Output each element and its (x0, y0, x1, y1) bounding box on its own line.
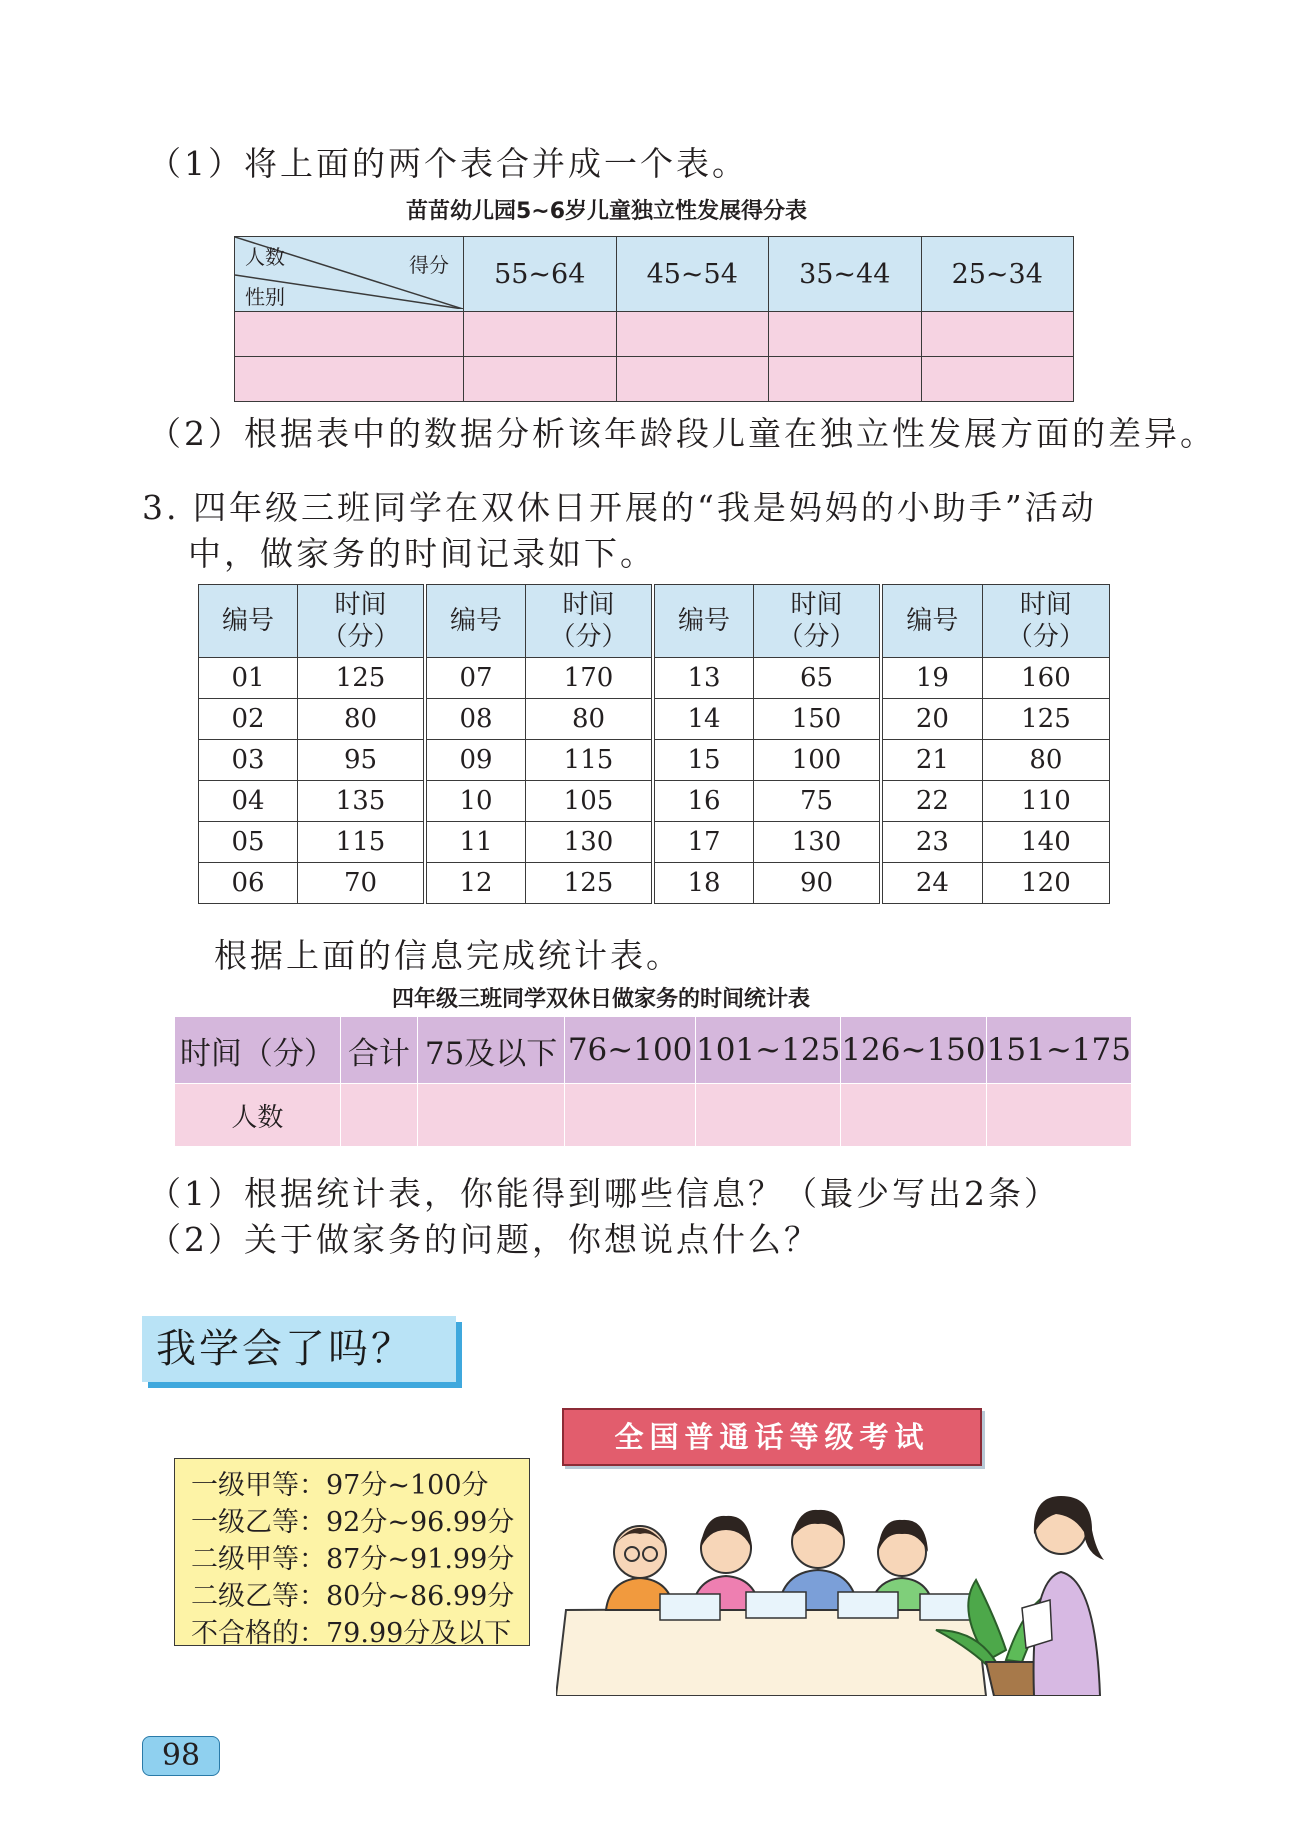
table-cell (340, 1084, 417, 1147)
exam-illustration (556, 1490, 1116, 1696)
table-row (235, 312, 1074, 357)
column-header: 55~64 (464, 237, 617, 312)
name-card (746, 1592, 806, 1618)
table-row (199, 781, 424, 822)
list-item: 二级甲等：87分~91.99分 (191, 1544, 515, 1575)
column-header: 101~125 (695, 1017, 840, 1084)
column-header: 75及以下 (417, 1017, 564, 1084)
table-row (883, 822, 1110, 863)
column-header-time (526, 585, 652, 658)
table-cell (921, 312, 1074, 357)
id-cell: 17 (655, 822, 754, 863)
section-heading: 我学会了吗？ (142, 1316, 456, 1382)
list-item: 不合格的：79.99分及以下 (191, 1618, 512, 1649)
column-header-id: 编号 (655, 585, 754, 658)
id-cell: 08 (427, 699, 526, 740)
table-row (655, 781, 880, 822)
time-cell: 130 (526, 822, 652, 863)
table-cell (769, 357, 922, 402)
time-cell: 95 (298, 740, 424, 781)
id-cell: 01 (199, 658, 298, 699)
column-header: 时间（分） (175, 1017, 341, 1084)
id-cell: 11 (427, 822, 526, 863)
table-row (655, 822, 880, 863)
column-header-time (754, 585, 880, 658)
id-cell: 21 (883, 740, 983, 781)
time-cell: 120 (982, 863, 1109, 904)
name-card (660, 1594, 720, 1620)
table3-title: 四年级三班同学双休日做家务的时间统计表 (392, 987, 811, 1012)
table-cell (921, 357, 1074, 402)
header-time-line1: 时间 (562, 590, 615, 620)
time-cell: 135 (298, 781, 424, 822)
exam-banner: 全国普通话等级考试 (562, 1408, 982, 1466)
id-cell: 18 (655, 863, 754, 904)
id-cell: 04 (199, 781, 298, 822)
table-row (883, 740, 1110, 781)
header-time-line1: 时间 (1019, 590, 1072, 620)
table-row (655, 740, 880, 781)
score-table (234, 236, 1074, 402)
time-cell: 125 (526, 863, 652, 904)
id-cell: 07 (427, 658, 526, 699)
table-row (427, 658, 652, 699)
table-cell (565, 1084, 696, 1147)
table-cell (464, 312, 617, 357)
id-cell: 16 (655, 781, 754, 822)
row-label: 人数 (175, 1084, 341, 1147)
time-cell: 125 (298, 658, 424, 699)
header-time-line2: （分） (777, 622, 856, 652)
table-row (235, 357, 1074, 402)
table-shape (556, 1608, 986, 1696)
id-cell: 02 (199, 699, 298, 740)
column-header: 25~34 (921, 237, 1074, 312)
time-cell: 80 (298, 699, 424, 740)
diag-label-gender: 性别 (245, 285, 285, 309)
time-cell: 150 (754, 699, 880, 740)
table-row (175, 1084, 1132, 1147)
id-cell: 24 (883, 863, 983, 904)
table-row (883, 863, 1110, 904)
id-cell: 09 (427, 740, 526, 781)
id-cell: 14 (655, 699, 754, 740)
time-cell: 160 (982, 658, 1109, 699)
id-cell: 10 (427, 781, 526, 822)
question-1-1: （1）将上面的两个表合并成一个表。 (148, 144, 748, 183)
table-row (655, 863, 880, 904)
id-cell: 15 (655, 740, 754, 781)
time-cell: 80 (982, 740, 1109, 781)
column-header: 76~100 (565, 1017, 696, 1084)
column-header-id: 编号 (199, 585, 298, 658)
table1-title: 苗苗幼儿园5~6岁儿童独立性发展得分表 (406, 199, 808, 224)
instruction: 根据上面的信息完成统计表。 (214, 936, 682, 975)
table-row (427, 822, 652, 863)
table-row (655, 699, 880, 740)
column-header-id: 编号 (883, 585, 983, 658)
time-cell: 110 (982, 781, 1109, 822)
id-cell: 06 (199, 863, 298, 904)
id-cell: 23 (883, 822, 983, 863)
table-cell (769, 312, 922, 357)
header-time-line2: （分） (549, 622, 628, 652)
id-cell: 20 (883, 699, 983, 740)
table-cell (235, 312, 464, 357)
list-item: 一级乙等：92分~96.99分 (191, 1507, 515, 1538)
question-3-2: （2）关于做家务的问题，你想说点什么？ (148, 1220, 820, 1259)
table-row (427, 740, 652, 781)
column-header-time (298, 585, 424, 658)
time-cell: 115 (298, 822, 424, 863)
time-cell: 170 (526, 658, 652, 699)
header-time-line2: （分） (1006, 622, 1085, 652)
table-cell (695, 1084, 840, 1147)
diag-label-count: 人数 (245, 245, 285, 269)
table-row (427, 699, 652, 740)
column-header: 151~175 (986, 1017, 1131, 1084)
time-cell: 130 (754, 822, 880, 863)
time-cell: 70 (298, 863, 424, 904)
question-1-2: （2）根据表中的数据分析该年龄段儿童在独立性发展方面的差异。 (148, 414, 1216, 453)
time-cell: 100 (754, 740, 880, 781)
column-header: 126~150 (841, 1017, 986, 1084)
column-header-id: 编号 (427, 585, 526, 658)
examiner (1022, 1496, 1104, 1696)
id-cell: 22 (883, 781, 983, 822)
table-cell (417, 1084, 564, 1147)
list-item: 一级甲等：97分~100分 (191, 1470, 489, 1501)
id-cell: 03 (199, 740, 298, 781)
time-cell: 115 (526, 740, 652, 781)
column-header-time (982, 585, 1109, 658)
table-row (199, 740, 424, 781)
table-row (199, 822, 424, 863)
time-cell: 105 (526, 781, 652, 822)
header-time-line1: 时间 (790, 590, 843, 620)
time-cell: 90 (754, 863, 880, 904)
question-3-1: （1）根据统计表，你能得到哪些信息？（最少写出2条） (148, 1174, 1060, 1213)
column-header: 45~54 (616, 237, 769, 312)
column-header: 合计 (340, 1017, 417, 1084)
time-cell: 140 (982, 822, 1109, 863)
problem-3-line2: 中，做家务的时间记录如下。 (188, 534, 656, 573)
table-cell (235, 357, 464, 402)
problem-3-line1: 3. 四年级三班同学在双休日开展的“我是妈妈的小助手”活动 (142, 488, 1097, 527)
table-row (427, 781, 652, 822)
table-row (883, 699, 1110, 740)
table-cell (616, 357, 769, 402)
diag-label-score: 得分 (409, 253, 449, 277)
table-cell (464, 357, 617, 402)
table-cell (841, 1084, 986, 1147)
table-row (199, 863, 424, 904)
column-header: 35~44 (769, 237, 922, 312)
table-row (427, 863, 652, 904)
table-block (654, 584, 880, 904)
page-number: 98 (142, 1736, 220, 1776)
table-row (883, 658, 1110, 699)
id-cell: 05 (199, 822, 298, 863)
table-cell (616, 312, 769, 357)
time-cell: 75 (754, 781, 880, 822)
table-cell (986, 1084, 1131, 1147)
table-block (882, 584, 1110, 904)
table-row (655, 658, 880, 699)
table-block (198, 584, 424, 904)
time-cell: 65 (754, 658, 880, 699)
table-row (199, 699, 424, 740)
diagonal-header-cell (235, 237, 464, 312)
stats-table (174, 1016, 1132, 1147)
id-cell: 19 (883, 658, 983, 699)
table-row (199, 658, 424, 699)
time-cell: 80 (526, 699, 652, 740)
time-cell: 125 (982, 699, 1109, 740)
id-cell: 12 (427, 863, 526, 904)
id-cell: 13 (655, 658, 754, 699)
list-item: 二级乙等：80分~86.99分 (191, 1581, 515, 1612)
table-row (883, 781, 1110, 822)
chores-time-table (198, 584, 1110, 912)
header-time-line1: 时间 (334, 590, 387, 620)
table-block (426, 584, 652, 904)
name-card (838, 1592, 898, 1618)
grade-list (174, 1458, 530, 1649)
header-time-line2: （分） (321, 622, 400, 652)
